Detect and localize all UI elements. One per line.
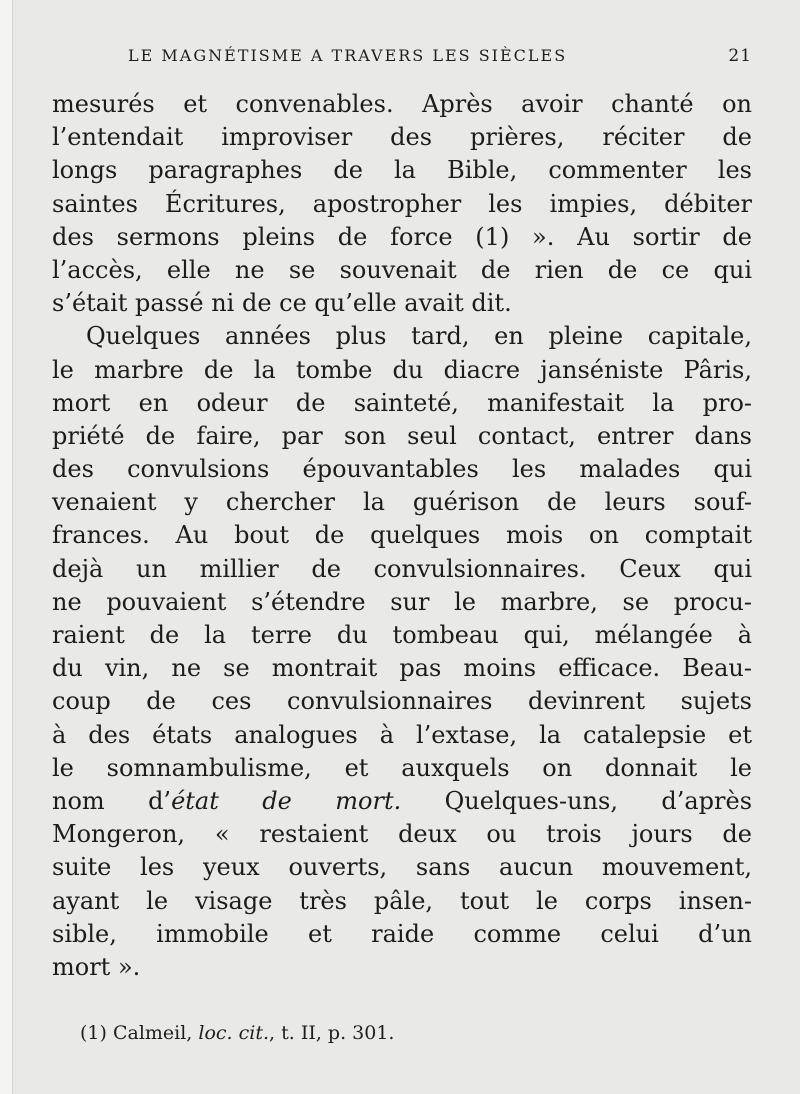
text-line: suite les yeux ouverts, sans aucun mouvement, [52,853,752,882]
text-line: Mongeron, « restaient deux ou trois jours de [52,820,752,849]
text-line: ne pouvaient s’étendre sur le marbre, se procu- [52,587,752,616]
footnote-text: (1) Calmeil, [80,1022,199,1044]
running-head [52,42,752,72]
page-gutter-edge [0,0,13,1094]
text-line: le somnambulisme, et auxquels on donnait le [52,753,752,782]
text-line: priété de faire, par son seul contact, entrer dans [52,421,752,450]
text-line: ayant le visage très pâle, tout le corps insen- [52,886,752,915]
footnote-text: , t. II, p. 301. [269,1022,395,1044]
text-line: saintes Écritures, apostropher les impies, débiter [52,189,752,218]
text-segment: Quelques-uns, d’après [401,786,753,815]
text-line-with-italic [52,785,752,818]
text-line: dejà un millier de convulsionnaires. Ceux qui [52,554,752,583]
text-line: Quelques années plus tard, en pleine capitale, [86,322,752,351]
running-head-title: LE MAGNÉTISME A TRAVERS LES SIÈCLES [128,46,568,65]
text-line: mort ». [52,952,141,981]
text-line: du vin, ne se montrait pas moins efficace. Beau- [52,654,752,683]
text-line: mort en odeur de sainteté, manifestait la pro- [52,388,752,417]
text-line: des sermons pleins de force (1) ». Au sortir de [52,222,752,251]
text-line: coup de ces convulsionnaires devinrent sujets [52,687,752,716]
text-line: le marbre de la tombe du diacre janséniste Pâris, [52,355,752,384]
body-text [52,88,752,984]
footnote-italic: loc. cit. [198,1022,270,1044]
text-line: s’était passé ni de ce qu’elle avait dit. [52,289,512,318]
text-line: sible, immobile et raide comme celui d’un [52,919,752,948]
text-line: des convulsions épouvantables les malades qui [52,455,752,484]
text-line: l’accès, elle ne se souvenait de rien de ce qui [52,255,752,284]
text-line: venaient y chercher la guérison de leurs souf- [52,488,752,517]
text-line: l’entendait improviser des prières, réciter de [52,123,752,152]
text-line: raient de la terre du tombeau qui, mélangée à [52,621,752,649]
text-line: longs paragraphes de la Bible, commenter les [52,156,752,185]
footnote [80,1022,394,1044]
text-line: frances. Au bout de quelques mois on comptait [52,521,752,550]
page-number: 21 [728,46,752,66]
italic-phrase: état de mort. [171,786,402,815]
text-segment: nom d’ [52,786,172,815]
text-line: mesurés et convenables. Après avoir chanté on [52,90,752,118]
text-line: à des états analogues à l’extase, la catalepsie et [52,720,752,749]
